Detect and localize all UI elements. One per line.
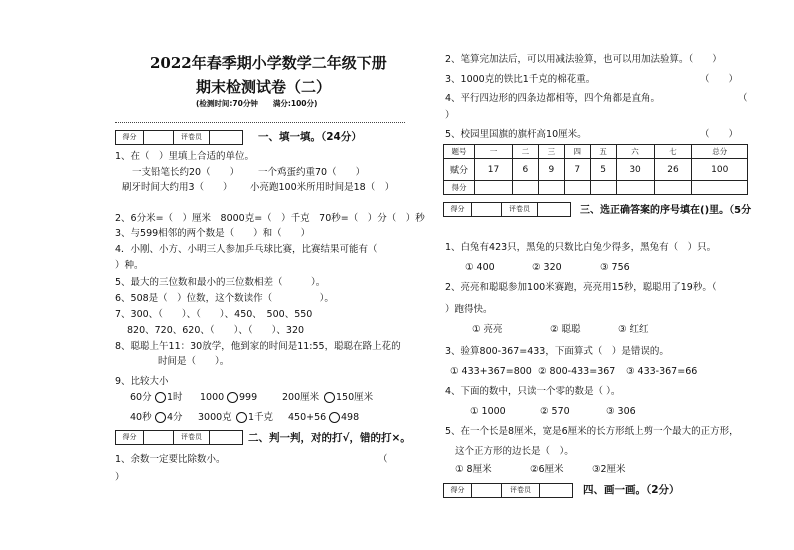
s1-q1: 1、在（ ）里填上合适的单位。 [115,151,255,162]
s3-q4-opt1: ① 1000 [470,406,506,417]
section3-heading: 三、选正确答案的序号填在()里。（5分 [580,205,752,216]
section2-heading: 二、判一判，对的打√，错的打×。 [248,432,411,444]
s1-q8b: 时间是（ ）。 [158,356,230,367]
cmp-right: 4分 [167,412,183,423]
s1-q1d: 小亮跑100米所用时间是18（ ） [250,182,395,193]
score-table [443,144,748,195]
s3-q5-opt3: ③2厘米 [592,464,626,475]
s2-q3-bracket: （ ） [700,74,739,85]
score-box-3: 得分 评卷员 [443,202,571,217]
s1-q8a: 8、聪聪上午11：30放学，他到家的时间是11:55，聪聪在路上花的 [115,341,401,352]
s3-q2-opt2: ② 聪聪 [550,324,581,335]
s3-q2: 2、亮亮和聪聪参加100米赛跑，亮亮用15秒，聪聪用了19秒。（ [445,282,717,293]
score-table-header-row: 题号 一 二 三 四 五 六 七 总分 [444,145,748,159]
cmp-right: 150厘米 [336,392,374,403]
s2-q1-open: （ [378,454,388,465]
s2-q3: 3、1000克的铁比1千克的棉花重。 [445,74,596,85]
divider [115,122,405,123]
s2-q1-close: ） [115,472,125,483]
cmp-left: 3000克 [198,412,232,423]
s1-q2: 2、6分米=（ ）厘米 8000克=（ ）千克 70秒=（ ）分（ ）秒 [115,213,425,224]
s2-q4: 4、平行四边形的四条边都相等，四个角都是直角。 [445,93,661,104]
s3-q5b: 这个正方形的边长是（ ）。 [455,446,574,457]
s1-q9: 9、比较大小 [115,376,169,387]
cmp-left: 40秒 [130,412,152,423]
s3-q3-opt2: ② 800-433=367 [538,366,616,377]
s3-q1-opt2: ② 320 [532,262,562,273]
score-box-1: 得分 评卷员 [115,130,243,145]
s3-q4-opt3: ③ 306 [606,406,636,417]
cmp-right: 999 [239,392,258,403]
s3-q3-opt3: ③ 433-367=66 [626,366,698,377]
s2-q2: 2、笔算完加法后，可以用减法验算，也可以用加法验算。（ ） [445,54,722,65]
compare-circle[interactable] [324,392,335,403]
s1-q3: 3、与599相邻的两个数是（ ）和（ ） [115,228,311,239]
compare-circle[interactable] [236,412,247,423]
score-box-4: 得分 评卷员 [443,483,573,498]
compare-circle[interactable] [155,392,166,403]
s3-q5-opt2: ②6厘米 [530,464,564,475]
s1-q6: 6、508是（ ）位数，这个数读作（ ）。 [115,293,334,304]
score-table-score-row: 得分 [444,181,748,195]
s3-q4: 4、下面的数中，只读一个零的数是（ ）。 [445,386,621,397]
s3-q5-opt1: ① 8厘米 [455,464,492,475]
s3-q5: 5、在一个长是8厘米，宽是6厘米的长方形纸上剪一个最大的正方形， [445,426,739,437]
compare-circle[interactable] [227,392,238,403]
s3-q2-opt1: ① 亮亮 [472,324,503,335]
s3-q2b: ）跑得快。 [445,304,493,315]
s1-q7a: 7、300、（ ）、（ ）、450、 500、550 [115,309,313,320]
s3-q3-opt1: ① 433+367=800 [450,366,532,377]
cmp-left: 450+56 [288,412,327,423]
s3-q1-opt1: ① 400 [465,262,495,273]
s1-q7b: 820、720、620、（ ）、（ ）、320 [127,325,305,336]
s3-q1: 1、白兔有423只，黑兔的只数比白兔少得多，黑兔有（ ）只。 [445,242,717,253]
s1-q1a: 一支铅笔长约20（ ） [132,167,240,178]
s2-q5: 5、校园里国旗的旗杆高10厘米。 [445,129,587,140]
exam-title: 2022年春季期小学数学二年级下册 [150,54,387,72]
section4-heading: 四、画一画。（2分） [583,484,680,496]
exam-subtitle: 期末检测试卷（二） [196,78,332,96]
s2-q5-bracket: （ ） [700,129,739,140]
s2-q4-open: （ [738,93,748,104]
s2-q1: 1、余数一定要比除数小。 [115,454,226,465]
section1-heading: 一、填一填。（24分） [258,131,362,143]
cmp-left: 200厘米 [282,392,320,403]
s1-q1b: 一个鸡蛋约重70（ ） [258,167,366,178]
cmp-left: 60分 [130,392,152,403]
s1-q4a: 4．小刚、小方、小明三人参加乒乓球比赛，比赛结果可能有（ [115,244,378,255]
cmp-right: 498 [341,412,360,423]
score-table-value-row: 赋分 17 6 9 7 5 30 26 100 [444,159,748,181]
s2-q4-close: ） [445,110,455,121]
s1-q4b: ）种。 [115,260,144,271]
s3-q2-opt3: ③ 红红 [618,324,649,335]
s1-q5: 5、最大的三位数和最小的三位数相差（ ）。 [115,277,326,288]
exam-info: (检测时间:70分钟 满分:100分) [196,99,318,108]
s1-q1c: 刷牙时间大约用3（ ） [122,182,233,193]
compare-circle[interactable] [329,412,340,423]
s3-q1-opt3: ③ 756 [600,262,630,273]
s3-q4-opt2: ② 570 [540,406,570,417]
cmp-right: 1千克 [248,412,274,423]
score-box-2: 得分 评卷员 [115,430,243,445]
s3-q3: 3、验算800-367=433，下面算式（ ）是错误的。 [445,346,669,357]
compare-circle[interactable] [155,412,166,423]
cmp-left: 1000 [200,392,225,403]
cmp-right: 1时 [167,392,183,403]
